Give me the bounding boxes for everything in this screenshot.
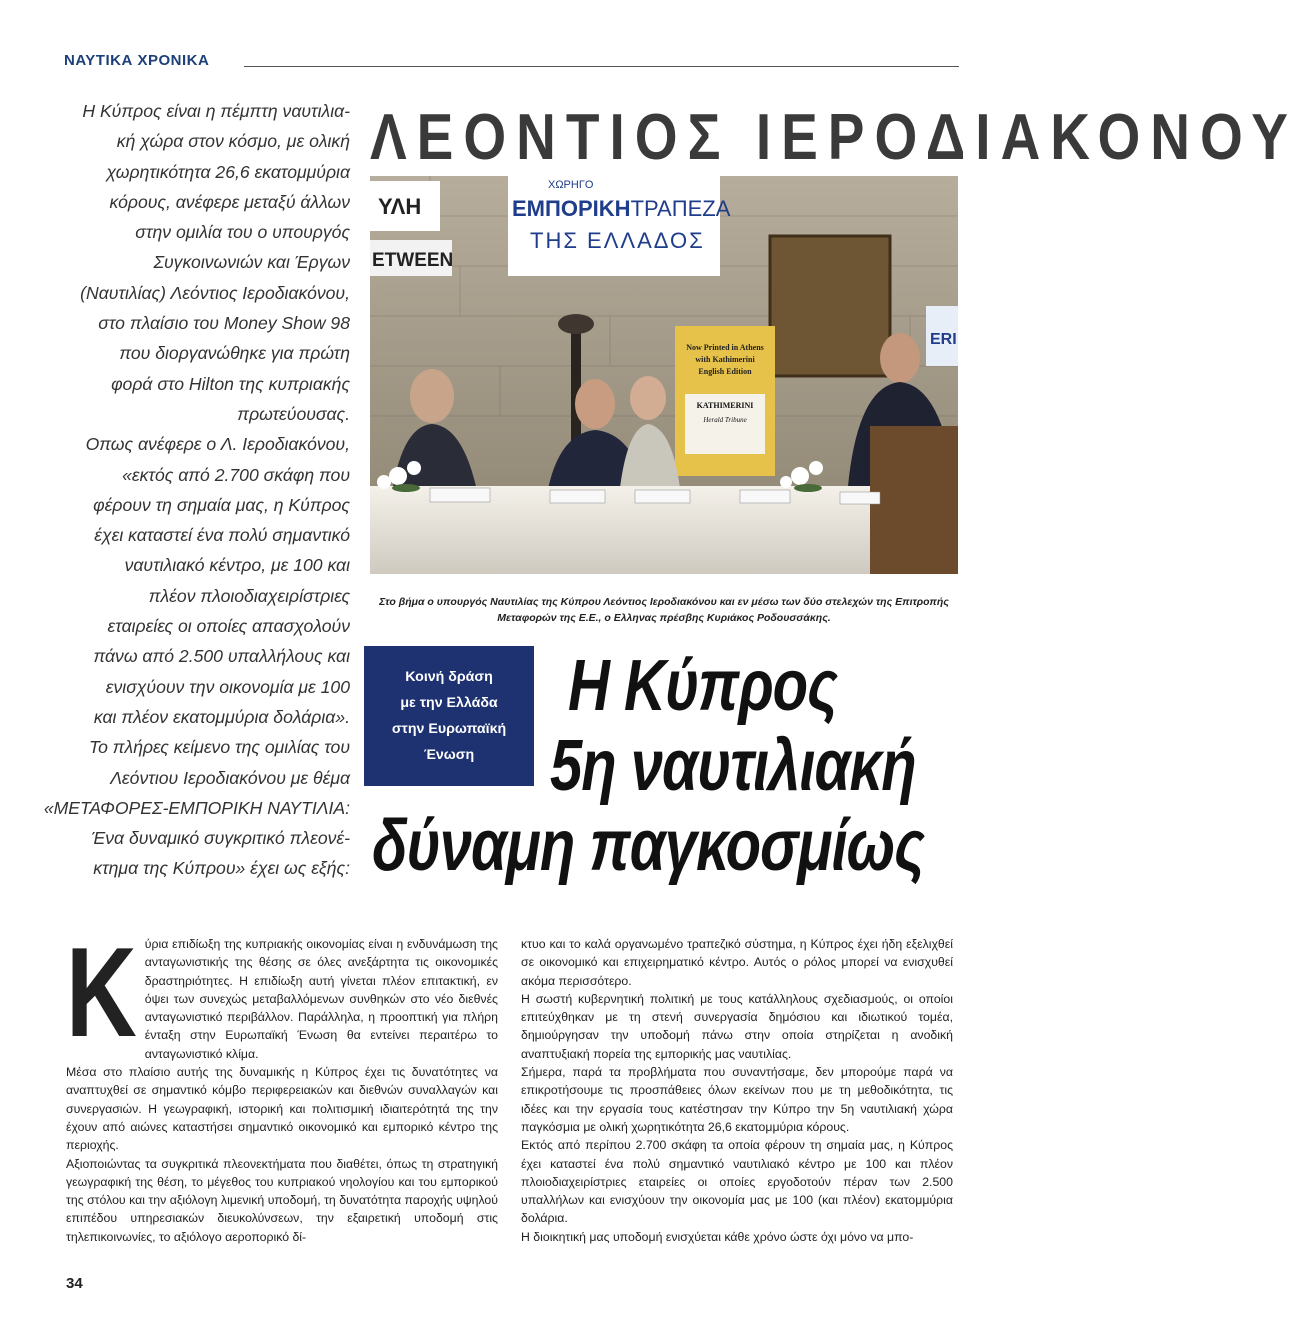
intro-line: Συγκοινωνιών και Έργων xyxy=(153,252,350,273)
intro-line: «εκτός από 2.700 σκάφη που xyxy=(122,464,350,485)
intro-line: ενισχύουν την οικονομία με 100 xyxy=(105,676,350,697)
right-sign-text: ERI xyxy=(930,331,957,348)
headline-line-2: 5η ναυτιλιακή xyxy=(550,725,916,807)
header-rule xyxy=(244,66,959,67)
banner-light: ΤΡΑΠΕΖΑ xyxy=(630,196,731,221)
intro-line: κή χώρα στον κόσμο, με ολική xyxy=(116,131,350,152)
banner-bold: ΕΜΠΟΡΙΚΗ xyxy=(512,196,631,221)
intro-line: ναυτιλιακό κέντρο, με 100 και xyxy=(124,555,350,576)
intro-line: φορά στο Hilton της κυπριακής xyxy=(111,373,350,394)
subtitle-box xyxy=(364,646,534,786)
poster-line-3: English Edition xyxy=(698,367,752,376)
subtitle-line: με την Ελλάδα xyxy=(400,695,498,711)
intro-line: εταιρείες οι οποίες απασχολούν xyxy=(107,616,350,637)
intro-line: Το πλήρες κείμενο της ομιλίας του xyxy=(88,737,350,758)
body-paragraph: Αξιοποιώντας τα συγκριτικά πλεονεκτήματα που διαθέτει, όπως τη στρατηγική γεωγραφική της θέση, το μέγεθος του κυπριακού νηολογίου και του εμπορικού της στόλου και την αξιόλογη λιμενική υποδομή, τη δυνατότητα παροχής υψηλού επιπέδου υπηρεσιακών διευκολύνσεων, την εξαιρετική υποδομή στις τηλεπικοινωνίες, το αξιόλογο αεροπορικό δί- xyxy=(66,1156,498,1244)
intro-line: «ΜΕΤΑΦΟΡΕΣ-ΕΜΠΟΡΙΚΗ ΝΑΥΤΙΛΙΑ: xyxy=(43,797,350,818)
body-paragraph: κτυο και το καλά οργανωμένο τραπεζικό σύστημα, η Κύπρος έχει ήδη εξελιχθεί σε οικονομικό και επιχειρηματικό κέντρο. Αυτός ο ρόλος μπορεί να ενισχυθεί ακόμα περισσότερο. xyxy=(521,937,953,988)
body-paragraph: Εκτός από περίπου 2.700 σκάφη τα οποία φέρουν τη σημαία μας, η Κύπρος έχει καταστεί ένα πολύ σημαντικό ναυτιλιακό κέντρο με 100 και πλέον πλοιοδιαχειρίστριες εταιρείες οι οποίες εργοδοτούν πέραν των 2.500 υπαλλήλων και ενισχύουν την οικονομία μας με 100 (και πλέον) εκατομμύρια δολάρια. xyxy=(521,1138,953,1226)
left-sign-2-text: ETWEEN xyxy=(372,250,454,271)
page-number: 34 xyxy=(66,1275,83,1292)
poster-paper-name: KATHIMERINI xyxy=(696,401,754,410)
intro-line: (Ναυτιλίας) Λεόντιος Ιεροδιακόνου, xyxy=(80,282,350,303)
intro-line: φέρουν τη σημαία μας, η Κύπρος xyxy=(93,494,350,515)
intro-line: Λεόντιου Ιεροδιακόνου με θέμα xyxy=(110,767,350,788)
intro-line: στην ομιλία του ο υπουργός xyxy=(135,222,350,243)
intro-text xyxy=(40,96,350,884)
banner-line-2: ΤΗΣ ΕΛΛΑΔΟΣ xyxy=(530,228,705,253)
conference-photo xyxy=(370,176,958,574)
conference-photo-svg xyxy=(370,176,958,574)
body-paragraph: Μέσα στο πλαίσιο αυτής της δυναμικής η Κύπρος έχει τις δυνατότητες να αναπτυχθεί σε σημαντικό κόμβο περιφερειακών και διεθνών συναλλαγών και συνεργασιών. Η γεωγραφική, ιστορική και πολιτισμική ιδιαιτερότητά της την έχουν από αιώνες καταστήσει σημαντικό οικονομικό και εμπορικό κέντρο της περιοχής. xyxy=(66,1065,498,1153)
lamp-shade xyxy=(558,314,594,334)
intro-line: πλέον πλοιοδιαχειρίστριες xyxy=(148,585,350,606)
body-paragraph: Σήμερα, παρά τα προβλήματα που συναντήσαμε, δεν μπορούμε παρά να επικροτήσουμε τις προσπάθειες όλων εκείνων που με τη μεθοδικότητα, τις ιδέες και την εργασία τους κατέστησαν την Κύπρο την 5η ναυτιλιακή χώρα παγκόσμια με ολική χωρητικότητα 26,6 εκατομμύρια κόρους. xyxy=(521,1065,953,1134)
poster-line-2: with Kathimerini xyxy=(695,355,755,364)
body-column-1 xyxy=(66,920,498,1246)
intro-line: και πλέον εκατομμύρια δολάρια». xyxy=(93,706,350,727)
intro-line: Οπως ανέφερε ο Λ. Ιεροδιακόνου, xyxy=(85,434,350,455)
poster-paper-sub: Herald Tribune xyxy=(703,416,747,424)
poster-line-1: Now Printed in Athens xyxy=(686,343,764,352)
left-sign-text: ΥΛΗ xyxy=(378,194,422,219)
subtitle-line: στην Ευρωπαϊκή xyxy=(391,721,507,737)
subtitle-line: Ένωση xyxy=(423,747,475,763)
subtitle-line: Κοινή δράση xyxy=(405,669,493,685)
intro-line: Ένα δυναμικό συγκριτικό πλεονέ- xyxy=(91,828,350,849)
bank-banner xyxy=(508,176,720,276)
intro-line: πάνω από 2.500 υπαλλήλους και xyxy=(93,646,350,667)
section-title: ΝΑΥΤΙΚΑ ΧΡΟΝΙΚΑ xyxy=(64,52,210,69)
headline-line-3: δύναμη παγκοσμίως xyxy=(372,805,924,887)
photo-caption: Στο βήμα ο υπουργός Ναυτιλίας της Κύπρου Λεόντιος Ιεροδιακόνου και εν μέσω των δύο στελεχών της Επιτροπής Μεταφορών της Ε.Ε., ο Ελληνας πρέσβης Κυριάκος Ροδουσσάκης. xyxy=(379,596,949,624)
speaker-name-title: ΛΕΟΝΤΙΟΣ ΙΕΡΟΔΙΑΚΟΝΟΥ xyxy=(370,100,1298,174)
body-paragraph: ύρια επιδίωξη της κυπριακής οικονομίας είναι η ενδυνάμωση της ανταγωνιστικής της θέσης σε όλες ανεξάρτητα τις οικονομικές δραστηριότητες. Η επιδίωξη αυτή γίνεται πλέον επιτακτική, εν όψει των συνεχώς μεταβαλλόμενων συνθηκών στο νέο διεθνές ανταγωνιστικό περιβάλλον. Παράλληλα, η προοπτική για πλήρη ένταξη στην Ευρωπαϊκή Ένωση θα εντείνει περαιτέρω το ανταγωνιστικό κλίμα. xyxy=(144,937,498,1061)
intro-line: Η Κύπρος είναι η πέμπτη ναυτιλια- xyxy=(82,101,350,121)
banner-top-fragment: ΧΩΡΗΓΟ xyxy=(548,179,594,191)
headline-line-1: Η Κύπρος xyxy=(568,645,837,727)
intro-line: κόρους, ανέφερε μεταξύ άλλων xyxy=(109,191,350,212)
lectern xyxy=(870,426,958,574)
banner-line-1 xyxy=(512,196,731,221)
intro-line: που διοργανώθηκε για πρώτη xyxy=(119,343,350,364)
intro-line: στο πλαίσιο του Money Show 98 xyxy=(98,313,350,334)
wall-painting xyxy=(770,236,890,376)
intro-line: έχει καταστεί ένα πολύ σημαντικό xyxy=(94,525,350,546)
body-paragraph: Η διοικητική μας υποδομή ενισχύεται κάθε χρόνο ώστε όχι μόνο να μπο- xyxy=(521,1229,914,1244)
body-column-2 xyxy=(521,935,953,1246)
drop-cap: Κ xyxy=(66,920,137,1064)
intro-line: πρωτεύουσας. xyxy=(237,403,350,424)
intro-line: χωρητικότητα 26,6 εκατομμύρια xyxy=(106,161,350,182)
intro-line: κτημα της Κύπρου» έχει ως εξής: xyxy=(93,858,350,879)
body-paragraph: Η σωστή κυβερνητική πολιτική με τους κατάλληλους σχεδιασμούς, οι οποίοι επιτεύχθηκαν με τη στενή συνεργασία δημόσιου και ιδιωτικού τομέα, δημιούργησαν την υποδομή πάνω στην οποία στηρίζεται η ανοδική αναπτυξιακή πορεία της εμπορικής μας ναυτιλίας. xyxy=(521,991,953,1061)
